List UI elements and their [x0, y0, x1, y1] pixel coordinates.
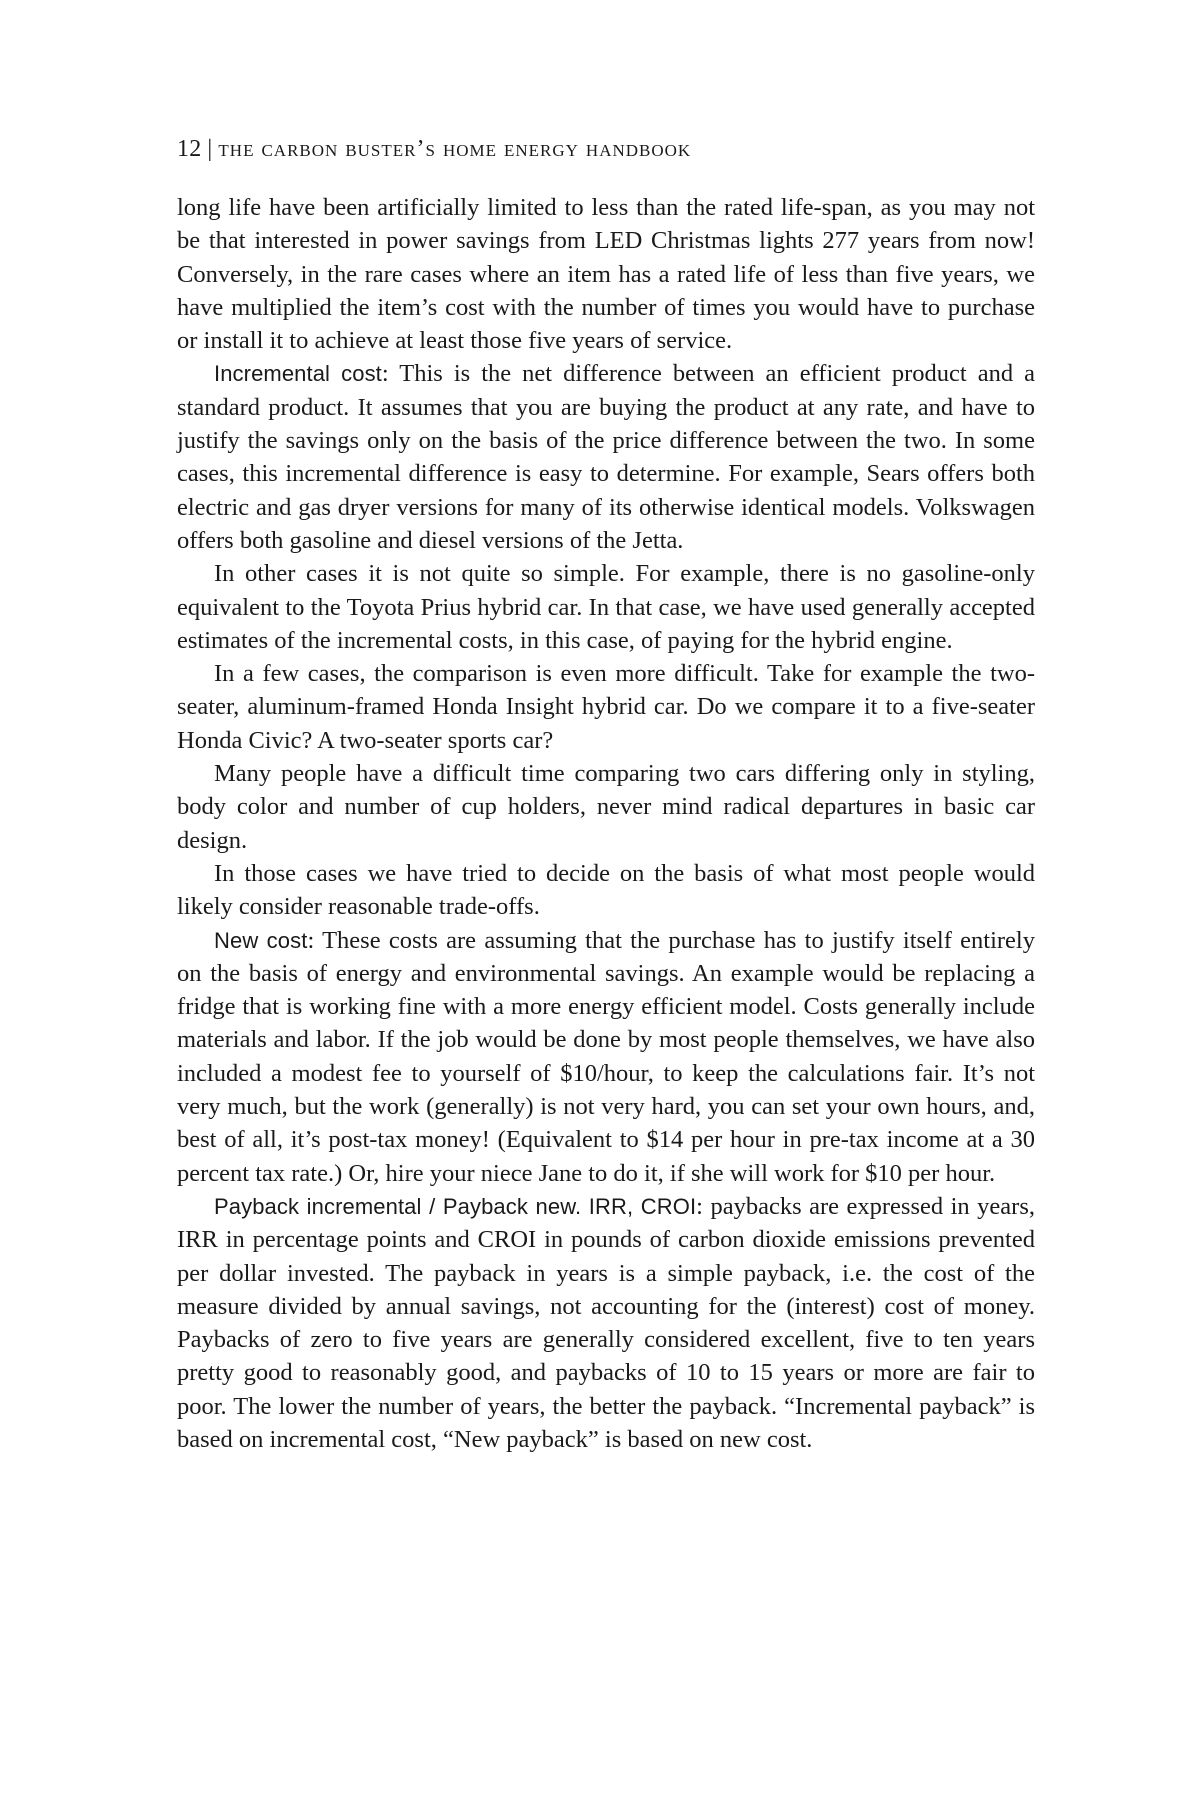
paragraph: [177, 557, 1035, 657]
paragraph-text: Many people have a difficult time comparing two cars differing only in styling, body color and number of cup holders, never mind radical departures in basic car design.: [177, 760, 1035, 854]
definition-term: New cost: [214, 927, 308, 953]
paragraph-text: In those cases we have tried to decide on the basis of what most people would likely consider reasonable trade-offs.: [177, 859, 1035, 921]
paragraph: [177, 1190, 1035, 1456]
book-title: the carbon buster’s home energy handbook: [218, 136, 692, 162]
book-page: [177, 133, 1035, 1456]
paragraph: [177, 924, 1035, 1190]
header-separator: |: [207, 136, 213, 162]
definition-term: Payback incremental / Payback new. IRR, CROI: [214, 1193, 697, 1219]
definition-term: Incremental cost: [214, 361, 382, 387]
paragraph: [177, 357, 1035, 557]
body-text: [177, 191, 1035, 1456]
paragraph-text: : These costs are assuming that the purchase has to justify itself entirely on the basis of energy and environmental savings. An example would be replacing a fridge that is working fine with a more energy efficient model. Costs generally include materials and labor. If the job would be done by most people themselves, we have also included a modest fee to yourself of $10/hour, to keep the calculations fair. It’s not very much, but the work (generally) is not very hard, you can set your own hours, and, best of all, it’s post-tax money! (Equivalent to $14 per hour in pre-tax income at a 30 percent tax rate.) Or, hire your niece Jane to do it, if she will work for $10 per hour.: [177, 926, 1035, 1187]
page-number: 12: [177, 136, 202, 162]
paragraph-text: : paybacks are expressed in years, IRR in percentage points and CROI in pounds of carbon dioxide emissions prevented per dollar invested. The payback in years is a simple payback, i.e. the cost of the measure divided by annual savings, not accounting for the (interest) cost of money. Paybacks of zero to five years are generally considered excellent, five to ten years pretty good to reasonably good, and paybacks of 10 to 15 years or more are fair to poor. The lower the number of years, the better the payback. “Incremental payback” is based on incremental cost, “New payback” is based on new cost.: [177, 1192, 1035, 1453]
paragraph-text: : This is the net difference between an efficient product and a standard product. It assumes that you are buying the product at any rate, and have to justify the savings only on the basis of the price difference between the two. In some cases, this incremental difference is easy to determine. For example, Sears offers both electric and gas dryer versions for many of its otherwise identical models. Volkswagen offers both gasoline and diesel versions of the Jetta.: [177, 360, 1035, 554]
paragraph: [177, 191, 1035, 357]
paragraph-text: long life have been artificially limited to less than the rated life-span, as you may not be that interested in power savings from LED Christmas lights 277 years from now! Conversely, in the rare cases where an item has a rated life of less than five years, we have multiplied the item’s cost with the number of times you would have to purchase or install it to achieve at least those five years of service.: [177, 194, 1035, 355]
paragraph: [177, 857, 1035, 924]
paragraph: [177, 757, 1035, 857]
paragraph: [177, 657, 1035, 757]
paragraph-text: In a few cases, the comparison is even more difficult. Take for example the two-seater, aluminum-framed Honda Insight hybrid car. Do we compare it to a five-seater Honda Civic? A two-seater sports car?: [177, 660, 1035, 754]
running-head: [177, 133, 1035, 165]
paragraph-text: In other cases it is not quite so simple. For example, there is no gasoline-only equivalent to the Toyota Prius hybrid car. In that case, we have used generally accepted estimates of the incremental costs, in this case, of paying for the hybrid engine.: [177, 560, 1035, 654]
